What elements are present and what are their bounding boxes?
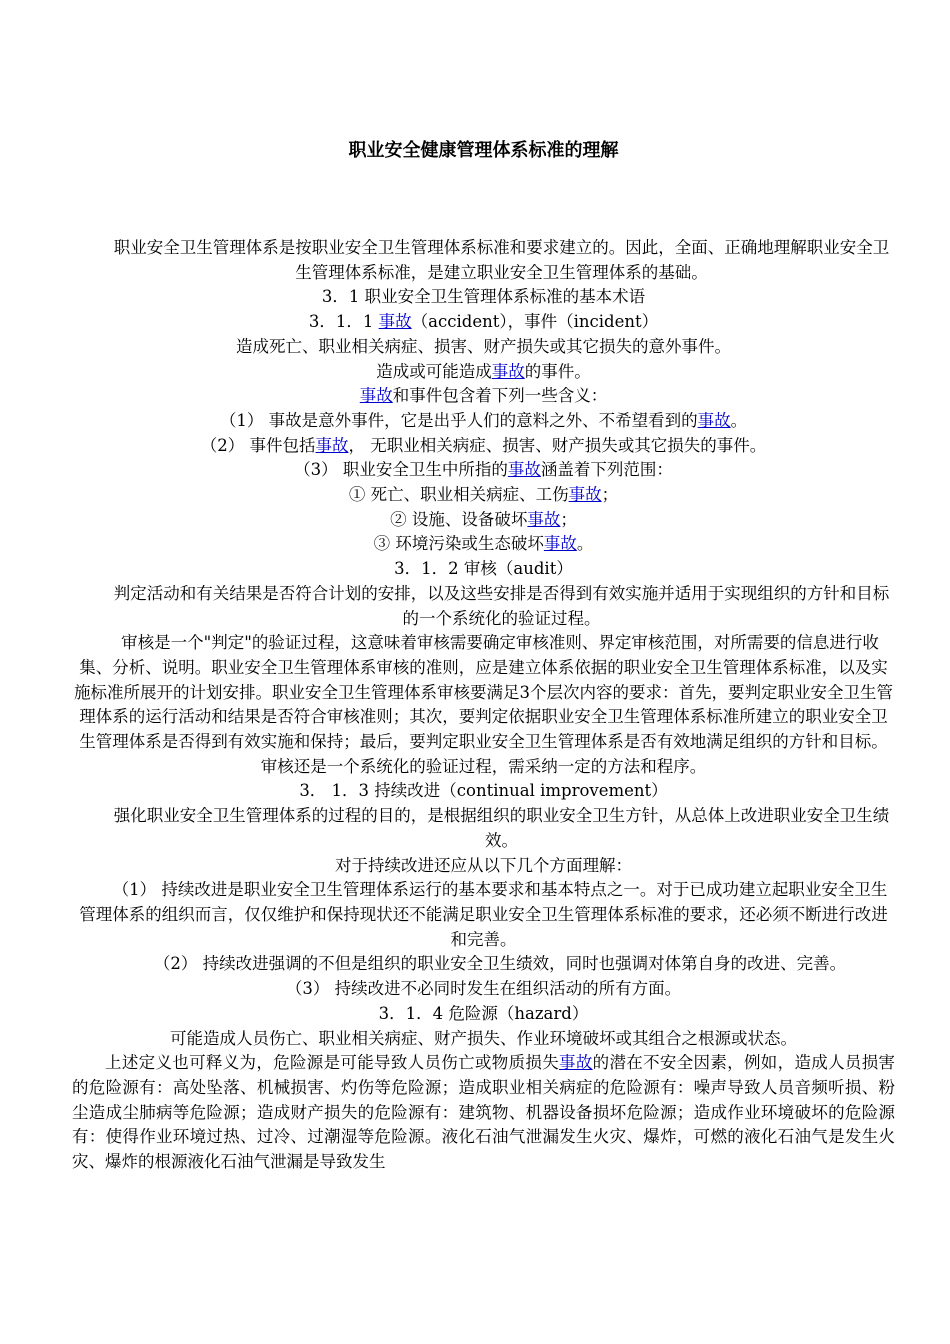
- accident-link[interactable]: 事故: [359, 386, 393, 406]
- document-title: 职业安全健康管理体系标准的理解: [348, 140, 619, 161]
- accident-link[interactable]: 事故: [527, 509, 561, 529]
- accident-link[interactable]: 事故: [697, 410, 731, 430]
- audit-paragraph-1: 审核是一个"判定"的验证过程，这意味着审核需要确定审核准则、界定审核范围，对所需要的信息进行收集、分析、说明。职业安全卫生管理体系审核的准则，应是建立体系依据的职业安全卫生管理体系标准，以及实施标准所展开的计划安排。职业安全卫生管理体系审核要满足3个层次内容的要求：首先，要判定职业安全卫生管理体系的运行活动和结果是否符合审核准则；其次，要判定依据职业安全卫生管理体系标准所建立的职业安全卫生管理体系是否得到有效实施和保持；最后，要判定职业安全卫生管理体系是否有效地满足组织的方针和目标。: [74, 633, 893, 752]
- accident-link[interactable]: 事故: [568, 485, 602, 505]
- meaning-item-2: （2） 事件包括事故， 无职业相关病症、损害、财产损失或其它损失的事件。: [200, 435, 767, 455]
- section-3-1-2-heading: 3．1．2 审核（audit）: [394, 559, 573, 579]
- accident-link[interactable]: 事故: [507, 460, 541, 480]
- range-item-1: ① 死亡、职业相关病症、工伤事故；: [348, 485, 619, 505]
- range-item-3: ③ 环境污染或生态破坏事故。: [373, 534, 594, 554]
- continual-improvement-intro: 对于持续改进还应从以下几个方面理解：: [335, 855, 632, 875]
- section-3-1-4-heading: 3．1．4 危险源（hazard）: [378, 1003, 589, 1023]
- hazard-definition: 可能造成人员伤亡、职业相关病症、财产损失、作业环境破坏或其组合之根源或状态。: [170, 1028, 797, 1048]
- accident-link[interactable]: 事故: [315, 435, 349, 455]
- section-3-1-1-heading: 3．1．1 事故（accident），事件（incident）: [308, 312, 659, 332]
- range-item-2: ② 设施、设备破坏事故；: [390, 509, 577, 529]
- hazard-paragraph: 上述定义也可释义为，危险源是可能导致人员伤亡或物质损失事故的潜在不安全因素，例如，造成人员损害的危险源有：高处坠落、机械损害、灼伤等危险源；造成职业相关病症的危险源有：噪声导致人员音频听损、粉尘造成尘肺病等危险源；造成财产损失的危险源有：建筑物、机器设备损坏危险源；造成作业环境破坏的危险源有：使得作业环境过热、过冷、过潮湿等危险源。液化石油气泄漏发生火灾、爆炸，可燃的液化石油气是发生火灾、爆炸的根源液化石油气泄漏是导致发生: [72, 1053, 896, 1172]
- intro-paragraph: 职业安全卫生管理体系是按职业安全卫生管理体系标准和要求建立的。因此，全面、正确地理解职业安全卫生管理体系标准，是建立职业安全卫生管理体系的基础。: [113, 238, 890, 282]
- meaning-item-1: （1） 事故是意外事件，它是出乎人们的意料之外、不希望看到的事故。: [219, 410, 748, 430]
- meanings-intro: 事故和事件包含着下列一些含义：: [359, 386, 608, 406]
- continual-improvement-definition: 强化职业安全卫生管理体系的过程的目的，是根据组织的职业安全卫生方针，从总体上改进职业安全卫生绩效。: [113, 806, 890, 850]
- audit-definition: 判定活动和有关结果是否符合计划的安排，以及这些安排是否得到有效实施并适用于实现组织的方针和目标的一个系统化的验证过程。: [113, 583, 890, 628]
- continual-improvement-item-1: （1） 持续改进是职业安全卫生管理体系运行的基本要求和基本特点之一。对于已成功建立起职业安全卫生管理体系的组织而言，仅仅维护和保持现状还不能满足职业安全卫生管理体系标准的要求，还必须不断进行改进和完善。: [79, 880, 888, 949]
- continual-improvement-item-3: （3） 持续改进不必同时发生在组织活动的所有方面。: [285, 979, 682, 999]
- accident-link[interactable]: 事故: [559, 1053, 593, 1073]
- accident-link[interactable]: 事故: [543, 534, 577, 554]
- continual-improvement-item-2: （2） 持续改进强调的不但是组织的职业安全卫生绩效，同时也强调对体第自身的改进、完善。: [153, 954, 847, 974]
- section-3-1-3-heading: 3． 1．3 持续改进（continual improvement）: [299, 781, 668, 801]
- meaning-item-3: （3） 职业安全卫生中所指的事故涵盖着下列范围：: [294, 460, 673, 480]
- audit-paragraph-2: 审核还是一个系统化的验证过程，需采纳一定的方法和程序。: [260, 756, 707, 776]
- document-body: [72, 236, 895, 1175]
- incident-definition: 造成或可能造成事故的事件。: [376, 361, 591, 381]
- accident-link[interactable]: 事故: [378, 312, 412, 332]
- accident-definition: 造成死亡、职业相关病症、损害、财产损失或其它损失的意外事件。: [236, 336, 731, 356]
- section-3-1-heading: 3．1 职业安全卫生管理体系标准的基本术语: [321, 287, 646, 307]
- accident-link[interactable]: 事故: [491, 361, 525, 381]
